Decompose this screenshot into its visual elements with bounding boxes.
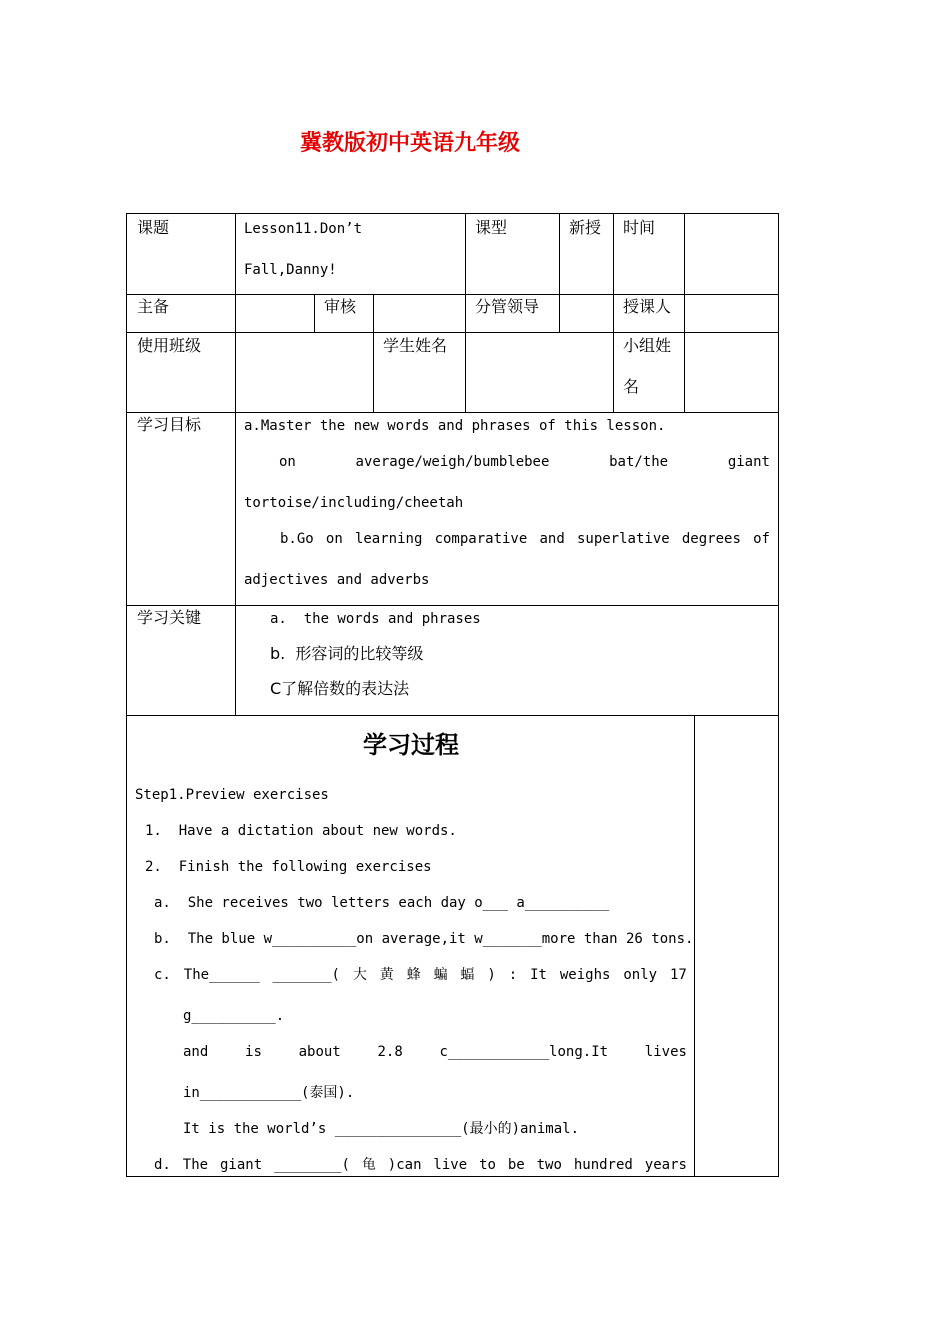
key-point-b: b. 形容词的比较等级 xyxy=(270,644,424,663)
word: : xyxy=(508,967,518,983)
word: only xyxy=(623,967,658,983)
word: degrees xyxy=(681,531,741,547)
key-point-c: C了解倍数的表达法 xyxy=(270,679,410,698)
word: learning xyxy=(354,531,423,547)
class-label: 使用班级 xyxy=(137,336,202,355)
col-divider xyxy=(559,214,560,332)
exercise-a: a. She receives two letters each day o___ a__________ xyxy=(154,895,610,911)
row-divider xyxy=(127,294,778,295)
row-divider xyxy=(127,715,778,716)
objectives-line1: a.Master the new words and phrases of this lesson. xyxy=(244,418,666,434)
word: 龟 xyxy=(361,1157,376,1173)
process-item-2: 2. Finish the following exercises xyxy=(145,859,432,875)
word: c. xyxy=(154,967,171,983)
lesson-plan-table xyxy=(126,213,779,1177)
word: The xyxy=(182,1157,209,1173)
word: ________( xyxy=(274,1157,350,1173)
word: on xyxy=(325,531,343,547)
objectives-label: 学习目标 xyxy=(137,415,202,434)
student-name-label: 学生姓名 xyxy=(383,336,448,355)
objectives-line5: adjectives and adverbs xyxy=(244,572,430,588)
topic-value-line1: Lesson11.Don’t xyxy=(244,221,363,237)
exercise-c-line2: g__________. xyxy=(183,1008,285,1024)
word: 黄 xyxy=(379,967,394,983)
step1-heading: Step1.Preview exercises xyxy=(135,787,329,803)
process-title: 学习过程 xyxy=(363,731,459,759)
row-divider xyxy=(127,332,778,333)
exercise-c-line4: in____________(泰国). xyxy=(183,1085,355,1101)
word: giant xyxy=(727,454,770,470)
group-name-label-2: 名 xyxy=(623,377,640,396)
word: d. xyxy=(154,1157,171,1173)
word: hundred xyxy=(573,1157,633,1173)
col-divider xyxy=(373,294,374,412)
process-item-1: 1. Have a dictation about new words. xyxy=(145,823,457,839)
document-title: 冀教版初中英语九年级 xyxy=(299,131,520,156)
word: ) xyxy=(487,967,496,983)
word: is xyxy=(245,1044,262,1060)
col-divider xyxy=(235,214,236,715)
main-prep-label: 主备 xyxy=(137,297,170,316)
time-label: 时间 xyxy=(623,218,656,237)
word: to xyxy=(479,1157,496,1173)
topic-label: 课题 xyxy=(137,218,170,237)
exercise-c-line3 xyxy=(183,1042,687,1062)
word: comparative xyxy=(434,531,528,547)
word: average/weigh/bumblebee xyxy=(355,454,550,470)
col-divider xyxy=(465,214,466,294)
type-label: 课型 xyxy=(475,218,508,237)
word: b.Go xyxy=(280,531,314,547)
key-points-label: 学习关键 xyxy=(137,608,202,627)
word: 大 xyxy=(352,967,367,983)
word: 蝙 xyxy=(433,967,448,983)
exercise-c-line1 xyxy=(154,965,687,985)
review-label: 审核 xyxy=(324,297,357,316)
word: and xyxy=(183,1044,209,1060)
key-point-a: a. the words and phrases xyxy=(270,611,481,627)
type-value: 新授 xyxy=(569,218,602,237)
leader-label: 分管领导 xyxy=(475,297,540,316)
word: giant xyxy=(220,1157,263,1173)
word: lives xyxy=(644,1044,687,1060)
word: live xyxy=(433,1157,468,1173)
col-divider xyxy=(465,294,466,412)
word: of xyxy=(753,531,770,547)
word: The______ xyxy=(183,967,260,983)
exercise-d-line1 xyxy=(154,1155,687,1175)
row-divider xyxy=(127,605,778,606)
word: superlative xyxy=(576,531,670,547)
row-divider xyxy=(127,412,778,413)
col-divider xyxy=(684,214,685,412)
objectives-line4 xyxy=(280,529,770,549)
word: weighs xyxy=(559,967,611,983)
objectives-line2 xyxy=(279,452,770,472)
word: c____________long.It xyxy=(439,1044,609,1060)
word: 蝠 xyxy=(460,967,475,983)
col-divider xyxy=(694,715,695,1177)
word: about xyxy=(298,1044,341,1060)
word: )can xyxy=(387,1157,422,1173)
col-divider xyxy=(613,214,614,412)
group-name-label-1: 小组姓 xyxy=(623,336,672,355)
word: _______( xyxy=(272,967,340,983)
word: years xyxy=(644,1157,687,1173)
word: 蜂 xyxy=(406,967,421,983)
topic-value-line2: Fall,Danny! xyxy=(244,262,337,278)
word: It xyxy=(530,967,547,983)
exercise-c-line5: It is the world’s _______________(最小的)animal. xyxy=(183,1121,580,1137)
col-divider xyxy=(314,294,315,332)
word: two xyxy=(536,1157,562,1173)
word: bat/the xyxy=(609,454,669,470)
teacher-label: 授课人 xyxy=(623,297,672,316)
exercise-b: b. The blue w__________on average,it w_______more than 26 tons. xyxy=(154,931,694,947)
objectives-line3: tortoise/including/cheetah xyxy=(244,495,464,511)
word: 17 xyxy=(669,967,687,983)
word: be xyxy=(507,1157,525,1173)
word: 2.8 xyxy=(377,1044,403,1060)
word: and xyxy=(539,531,565,547)
word: on xyxy=(279,454,296,470)
